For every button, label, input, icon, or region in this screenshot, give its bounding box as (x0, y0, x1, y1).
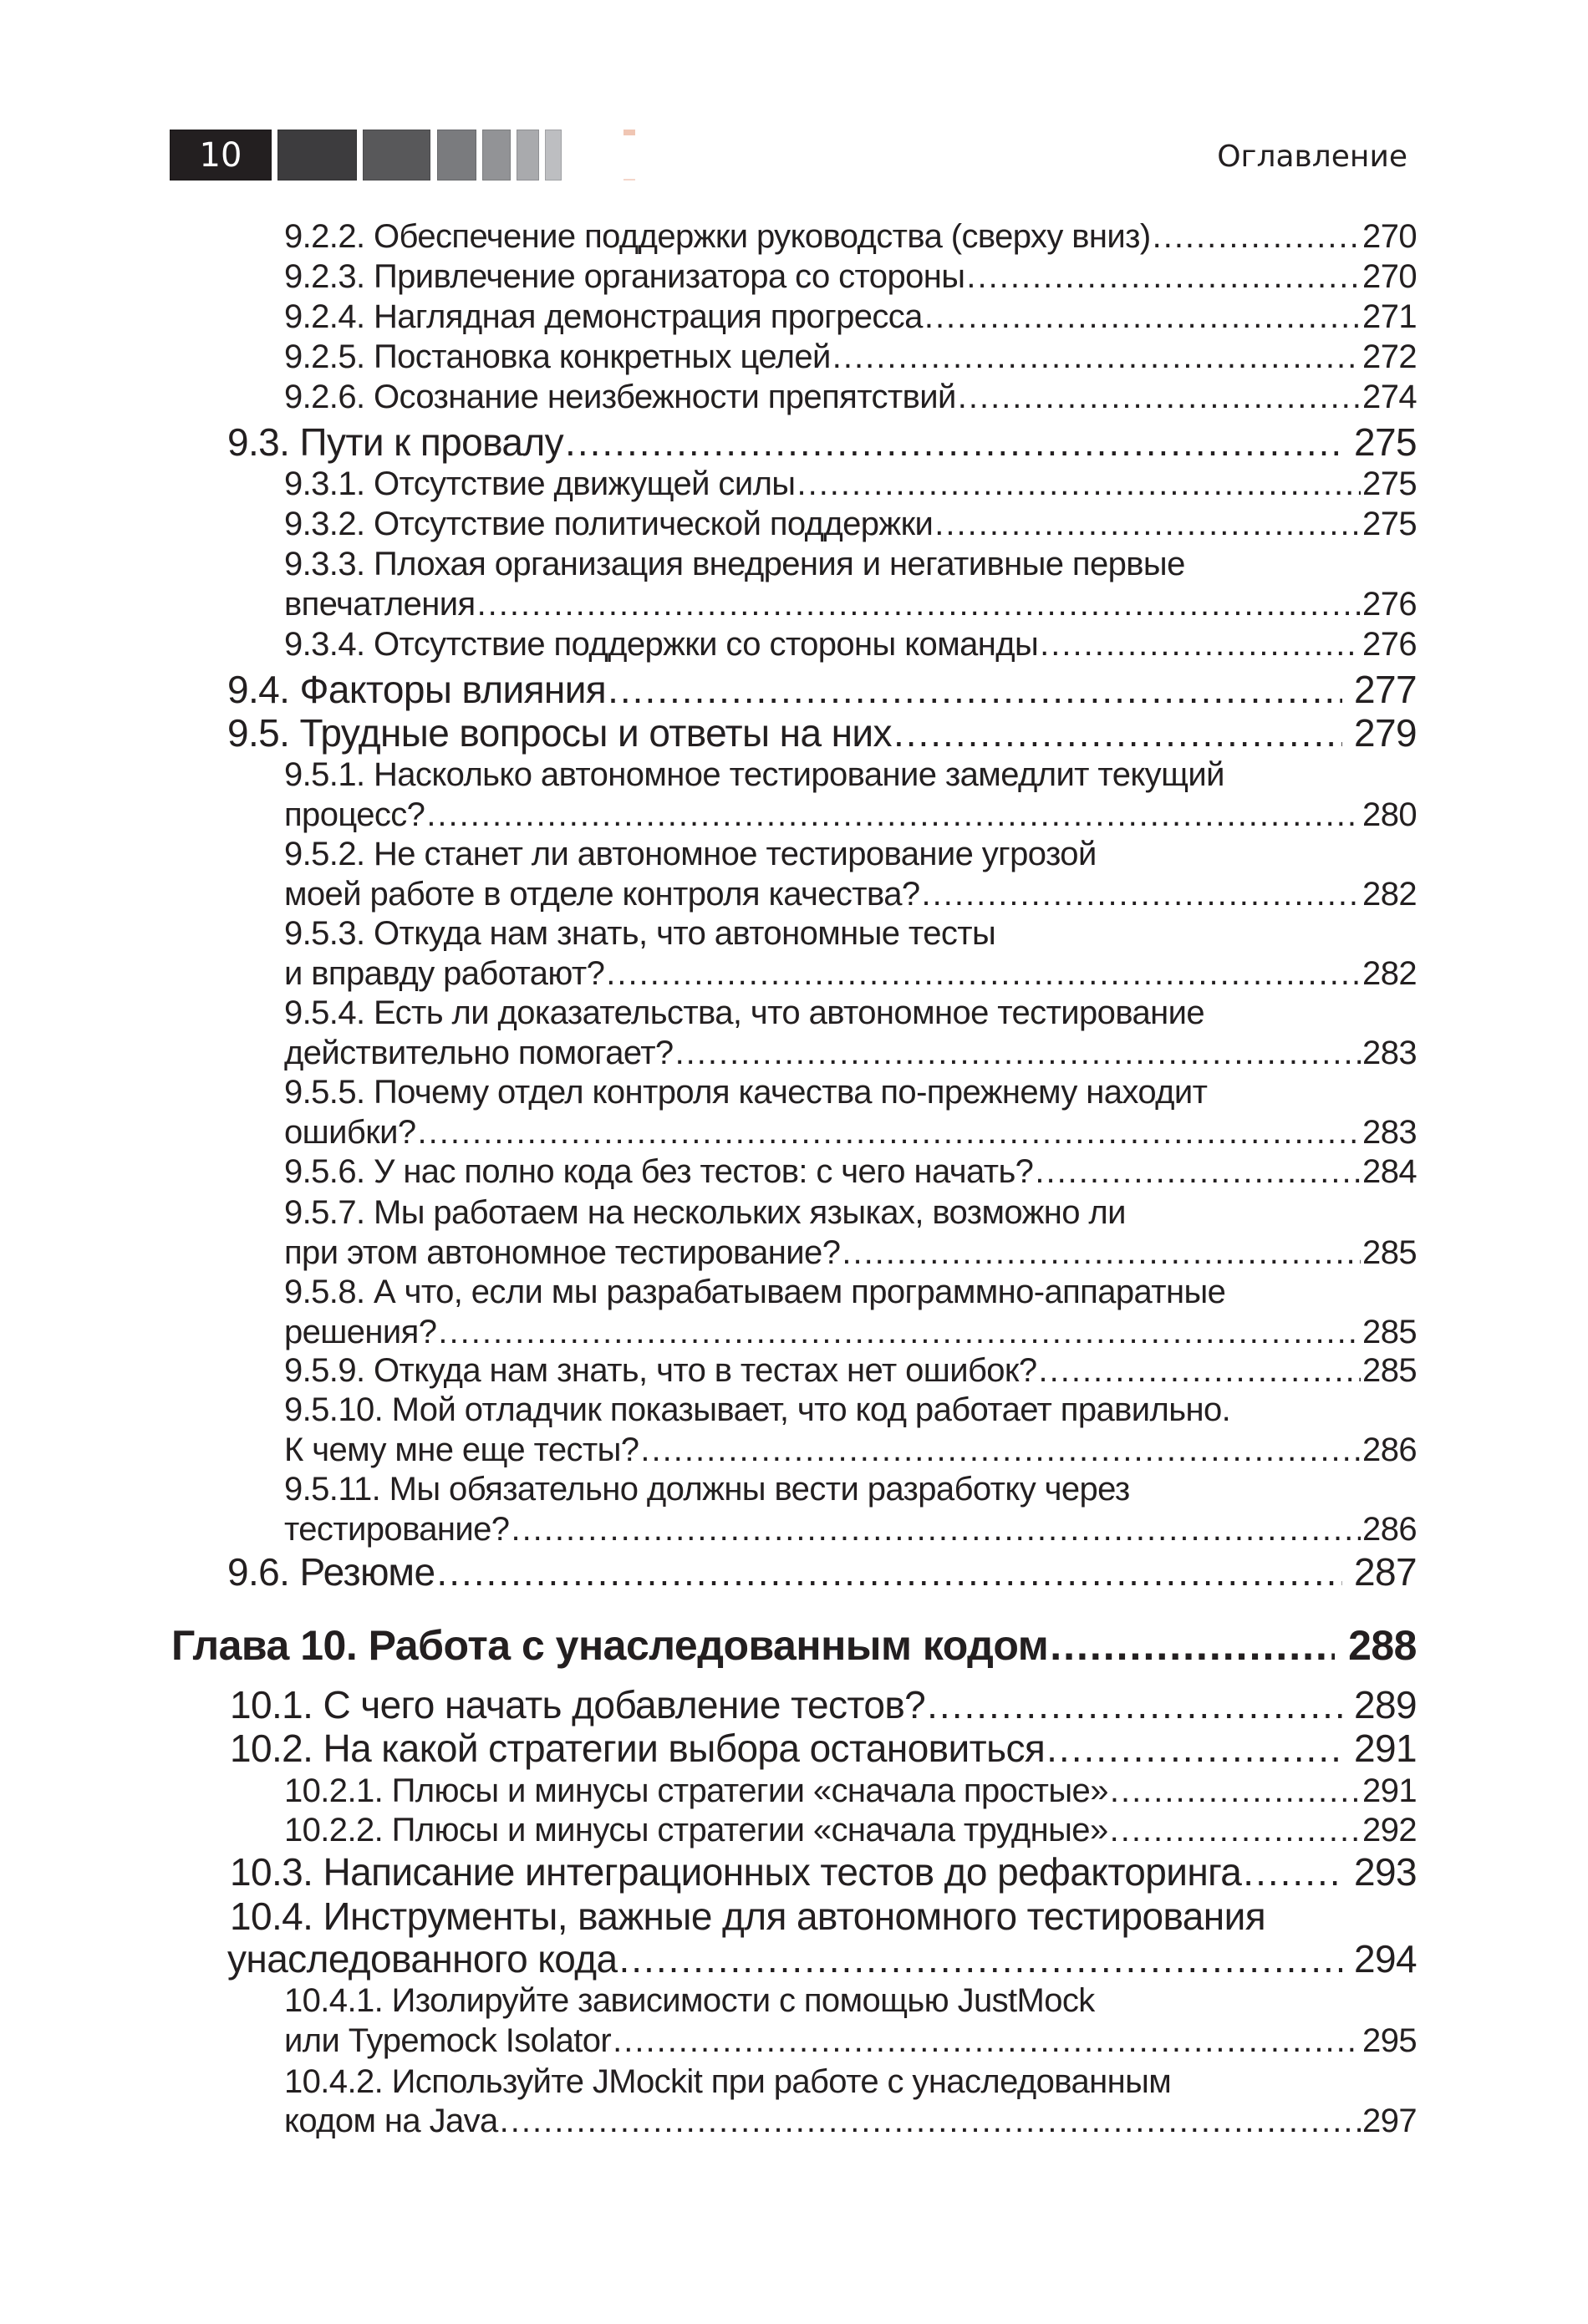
toc-entry[interactable] (284, 874, 1417, 914)
leader-dots (675, 1033, 1361, 1073)
header-block-3 (437, 130, 476, 181)
toc-entry-title: 10.2.2. Плюсы и минусы стратегии «сначала трудные» (284, 1812, 1108, 1849)
leader-dots (426, 795, 1361, 835)
running-title: Оглавление (1217, 140, 1407, 174)
toc-page-number: 282 (1362, 876, 1417, 913)
toc-entry[interactable] (284, 2021, 1417, 2061)
toc-entry-title-line1[interactable]: 9.5.11. Мы обязательно должны вести разработку через (284, 1471, 1130, 1508)
toc-entry-title: 9.4. Факторы влияния (227, 668, 607, 711)
leader-dots (842, 1233, 1361, 1273)
header-block-5 (517, 130, 539, 181)
toc-page-number: 270 (1362, 218, 1417, 255)
toc-page-number: 283 (1362, 1114, 1417, 1151)
toc-entry-title-line1[interactable]: 9.5.10. Мой отладчик показывает, что код работает правильно. (284, 1391, 1231, 1428)
toc-page-number: 295 (1362, 2022, 1417, 2059)
toc-entry-title: 9.5.6. У нас полно кода без тестов: с чего начать? (284, 1153, 1034, 1190)
toc-page-number: 279 (1354, 711, 1417, 755)
toc-page-number: 292 (1362, 1812, 1417, 1849)
toc-entry[interactable] (284, 337, 1417, 377)
toc-page-number: 287 (1354, 1550, 1417, 1594)
toc-entry-title-line2: и вправду работают? (284, 955, 605, 992)
toc-chapter-title: Глава 10. Работа с унаследованным кодом (171, 1622, 1049, 1669)
toc-entry[interactable] (284, 795, 1417, 835)
toc-section[interactable] (227, 711, 1417, 755)
toc-chapter[interactable] (171, 1621, 1417, 1670)
leader-dots (924, 297, 1361, 337)
toc-entry-title-line2: унаследованного кода (227, 1937, 618, 1981)
page-number-box (170, 130, 272, 181)
toc-entry-title-line1[interactable]: 9.5.5. Почему отдел контроля качества по-прежнему находит (284, 1074, 1208, 1111)
toc-page-number: 275 (1354, 420, 1417, 464)
toc-entry[interactable] (284, 2101, 1417, 2141)
toc-entry-title: 9.3. Пути к провалу (227, 420, 564, 464)
leader-dots (1038, 1350, 1361, 1391)
toc-entry-title: 10.1. С чего начать добавление тестов? (230, 1683, 926, 1726)
toc-entry[interactable] (284, 584, 1417, 624)
toc-entry-title: 10.2. На какой стратегии выбора остановиться (230, 1726, 1046, 1770)
toc-entry-title: 9.2.4. Наглядная демонстрация прогресса (284, 298, 923, 335)
toc-entry-title-line1[interactable]: 9.5.4. Есть ли доказательства, что автономное тестирование (284, 994, 1205, 1031)
toc-entry[interactable] (284, 464, 1417, 504)
toc-entry[interactable] (284, 1152, 1417, 1192)
leader-dots (1153, 216, 1361, 257)
toc-entry-title-line2: впечатления (284, 586, 476, 623)
leader-dots (1050, 1621, 1335, 1670)
leader-dots (417, 1112, 1361, 1152)
toc-entry[interactable] (284, 1233, 1417, 1273)
header-block-4 (482, 130, 511, 181)
toc-entry-title: 9.3.4. Отсутствие поддержки со стороны команды (284, 626, 1039, 663)
toc-entry-title-line1[interactable]: 9.5.8. А что, если мы разрабатываем программно-аппаратные (284, 1274, 1226, 1310)
toc-page-number: 288 (1348, 1622, 1417, 1669)
leader-dots (565, 420, 1342, 464)
toc-entry-title: 9.3.2. Отсутствие политической поддержки (284, 506, 934, 542)
toc-page-number: 270 (1362, 258, 1417, 295)
toc-entry-title-line2: при этом автономное тестирование? (284, 1234, 841, 1271)
toc-page-number: 280 (1362, 796, 1417, 833)
toc-page-number: 293 (1354, 1850, 1417, 1894)
toc-page-number: 294 (1354, 1937, 1417, 1981)
toc-entry-title-line2: тестирование? (284, 1511, 510, 1548)
toc-page-number: 275 (1362, 506, 1417, 542)
toc-entry-title: 9.3.1. Отсутствие движущей силы (284, 465, 796, 502)
toc-page-number: 289 (1354, 1683, 1417, 1726)
toc-page-number: 286 (1362, 1511, 1417, 1548)
leader-dots (958, 377, 1361, 417)
crop-mark-line (623, 179, 635, 181)
toc-section[interactable] (227, 668, 1417, 711)
toc-entry-title: 9.5.9. Откуда нам знать, что в тестах нет ошибок? (284, 1352, 1037, 1389)
leader-dots (797, 464, 1361, 504)
toc-entry[interactable] (284, 377, 1417, 417)
leader-dots (436, 1550, 1342, 1594)
toc-entry-title-line2: кодом на Java (284, 2103, 498, 2139)
crop-mark (623, 130, 635, 135)
leader-dots (511, 1509, 1361, 1549)
toc-entry-title: 10.2.1. Плюсы и минусы стратегии «сначала простые» (284, 1772, 1108, 1809)
toc-entry[interactable] (284, 1810, 1417, 1850)
toc-entry-title-line1[interactable]: 10.4. Инструменты, важные для автономного тестирования (230, 1894, 1266, 1938)
toc-entry[interactable] (284, 1430, 1417, 1470)
toc-entry-title: 9.2.3. Привлечение организатора со стороны (284, 258, 965, 295)
leader-dots (608, 668, 1342, 711)
leader-dots (1035, 1152, 1361, 1192)
toc-entry-title-line1[interactable]: 9.3.3. Плохая организация внедрения и негативные первые (284, 546, 1185, 582)
toc-entry-title: 9.2.5. Постановка конкретных целей (284, 338, 831, 375)
toc-page-number: 286 (1362, 1432, 1417, 1468)
toc-entry[interactable] (284, 624, 1417, 664)
leader-dots (927, 1683, 1342, 1726)
toc-page-number: 274 (1362, 379, 1417, 415)
leader-dots (1040, 624, 1361, 664)
toc-entry-title-line1[interactable]: 9.5.2. Не станет ли автономное тестирование угрозой (284, 836, 1097, 872)
toc-entry-title-line1[interactable]: 10.4.1. Изолируйте зависимости с помощью JustMock (284, 1982, 1095, 2019)
toc-entry-title-line2: ошибки? (284, 1114, 416, 1151)
toc-page-number: 271 (1362, 298, 1417, 335)
page-number: 10 (199, 136, 242, 175)
toc-entry[interactable] (284, 1771, 1417, 1811)
toc-page-number: 276 (1362, 626, 1417, 663)
leader-dots (477, 584, 1361, 624)
toc-page-number: 285 (1362, 1234, 1417, 1271)
toc-page-number: 284 (1362, 1153, 1417, 1190)
toc-section[interactable] (230, 1850, 1417, 1894)
toc-entry-title: 9.2.2. Обеспечение поддержки руководства (сверху вниз) (284, 218, 1151, 255)
toc-entry[interactable] (284, 257, 1417, 297)
toc-page-number: 283 (1362, 1035, 1417, 1071)
toc-entry[interactable] (284, 297, 1417, 337)
toc-page-number: 285 (1362, 1352, 1417, 1389)
leader-dots (832, 337, 1361, 377)
toc-section[interactable] (227, 1550, 1417, 1594)
header-block-1 (277, 130, 357, 181)
leader-dots (613, 2021, 1361, 2061)
leader-dots (893, 711, 1342, 755)
toc-section[interactable] (227, 1937, 1417, 1981)
toc-entry-title: 9.2.6. Осознание неизбежности препятствий (284, 379, 956, 415)
header-block-6 (545, 130, 562, 181)
header-block-2 (363, 130, 430, 181)
toc-page-number: 275 (1362, 465, 1417, 502)
toc-entry-title-line2: процесс? (284, 796, 425, 833)
toc-entry-title: 9.5. Трудные вопросы и ответы на них (227, 711, 892, 755)
toc-page-number: 291 (1362, 1772, 1417, 1809)
toc-section[interactable] (227, 420, 1417, 464)
toc-entry-title-line1[interactable]: 10.4.2. Используйте JMockit при работе с унаследованным (284, 2063, 1172, 2100)
toc-page-number: 285 (1362, 1314, 1417, 1350)
toc-page-number: 277 (1354, 668, 1417, 711)
toc-entry-title-line1[interactable]: 9.5.1. Насколько автономное тестирование замедлит текущий (284, 756, 1224, 793)
toc-entry-title-line1[interactable]: 9.5.3. Откуда нам знать, что автономные тесты (284, 915, 996, 952)
toc-section[interactable] (230, 1683, 1417, 1726)
leader-dots (922, 874, 1362, 914)
toc-entry-title: 10.3. Написание интеграционных тестов до рефакторинга (230, 1850, 1242, 1894)
toc-page-number: 272 (1362, 338, 1417, 375)
toc-entry-title-line1[interactable]: 9.5.7. Мы работаем на нескольких языках, возможно ли (284, 1194, 1126, 1231)
toc-entry[interactable] (284, 216, 1417, 257)
toc-entry-title-line2: моей работе в отделе контроля качества? (284, 876, 920, 913)
toc-entry[interactable] (284, 1350, 1417, 1391)
leader-dots (1110, 1810, 1361, 1850)
toc-entry-title-line2: решения? (284, 1314, 437, 1350)
leader-dots (640, 1430, 1361, 1470)
toc-page-number: 276 (1362, 586, 1417, 623)
toc-entry[interactable] (284, 954, 1417, 994)
toc-entry[interactable] (284, 1112, 1417, 1152)
leader-dots (619, 1937, 1343, 1981)
leader-dots (934, 504, 1361, 544)
toc-entry[interactable] (284, 1033, 1417, 1073)
toc-entry[interactable] (284, 1312, 1417, 1352)
toc-section[interactable] (230, 1726, 1417, 1770)
leader-dots (500, 2101, 1361, 2141)
leader-dots (438, 1312, 1361, 1352)
toc-page-number: 297 (1362, 2103, 1417, 2139)
leader-dots (966, 257, 1361, 297)
leader-dots (1046, 1726, 1342, 1770)
toc-entry-title: 9.6. Резюме (227, 1550, 435, 1594)
toc-entry-title-line2: К чему мне еще тесты? (284, 1432, 639, 1468)
toc-entry-title-line2: действительно помогает? (284, 1035, 674, 1071)
toc-entry-title-line2: или Typemock Isolator (284, 2022, 612, 2059)
toc-page-number: 291 (1354, 1726, 1417, 1770)
leader-dots (1110, 1771, 1361, 1811)
toc-entry[interactable] (284, 504, 1417, 544)
leader-dots (1243, 1850, 1342, 1894)
leader-dots (606, 954, 1361, 994)
toc-entry[interactable] (284, 1509, 1417, 1549)
toc-page-number: 282 (1362, 955, 1417, 992)
